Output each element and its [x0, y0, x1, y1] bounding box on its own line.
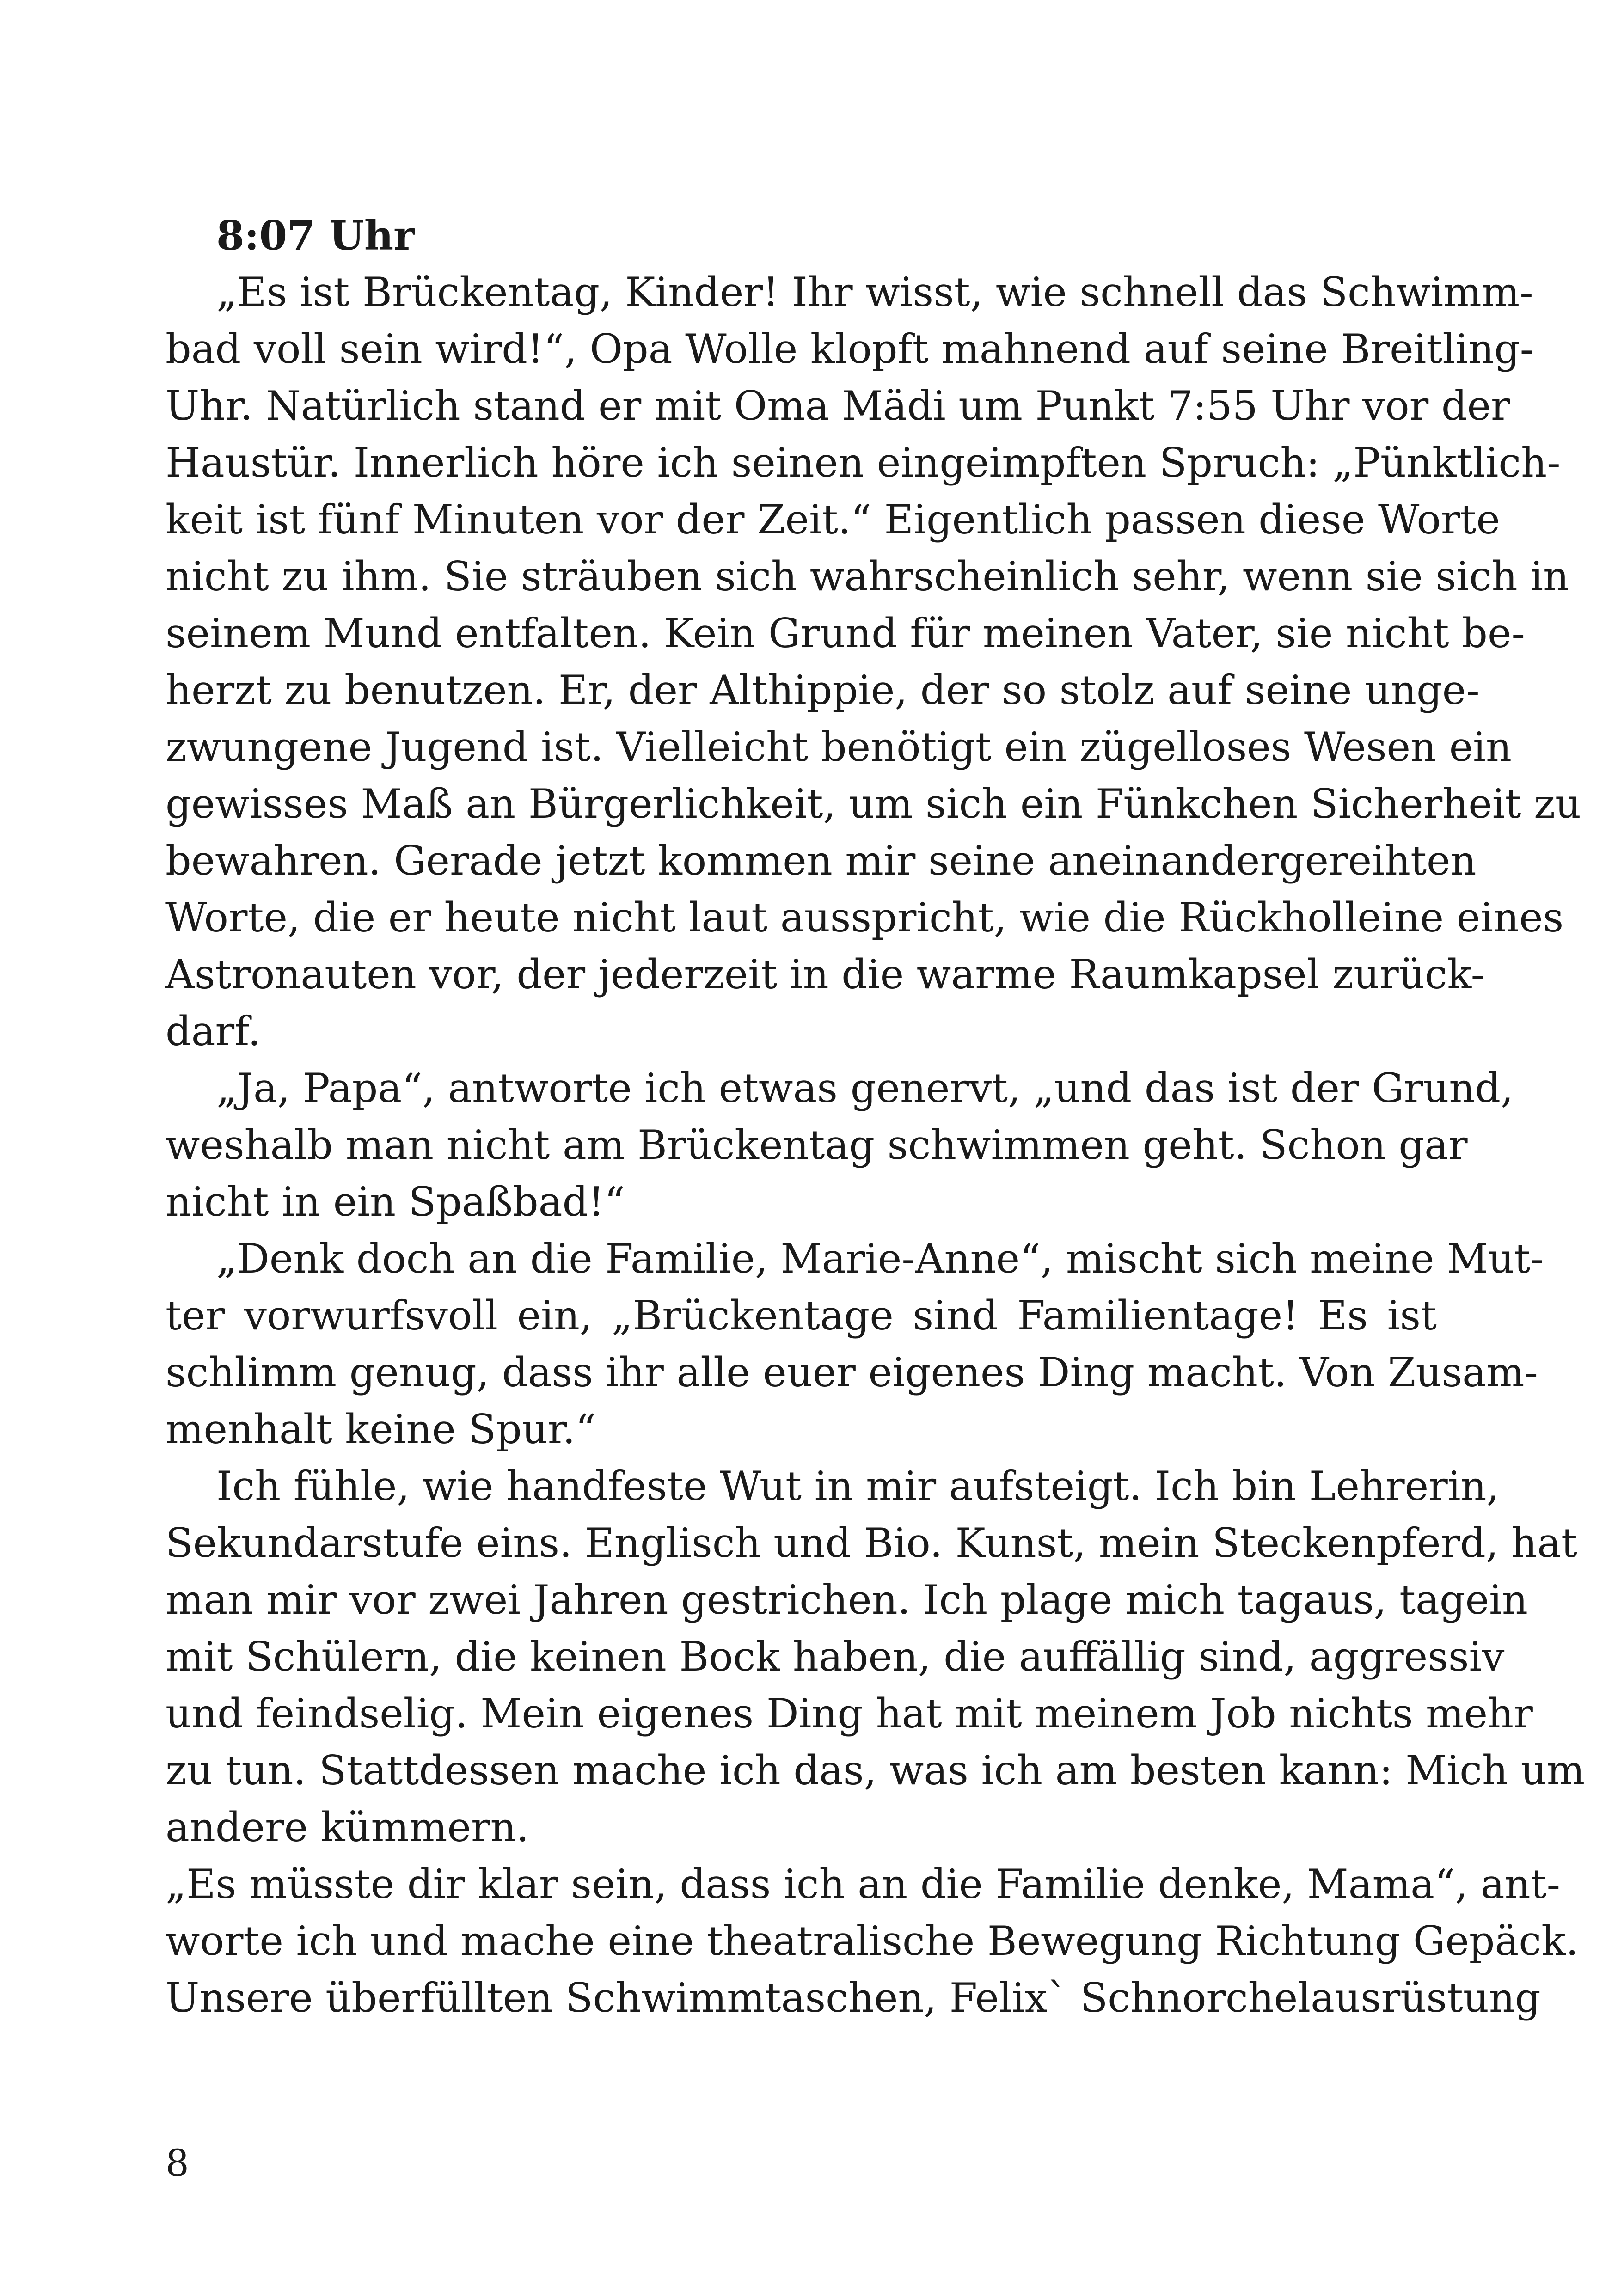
text-line: „Es müsste dir klar sein, dass ich an die Familie denke, Mama“, ant- — [165, 1861, 1561, 1908]
text-line: menhalt keine Spur.“ — [165, 1406, 596, 1453]
body-text — [165, 207, 1585, 2027]
text-line: zwungene Jugend ist. Vielleicht benötigt ein zügelloses Wesen ein — [165, 723, 1512, 771]
page-number: 8 — [165, 2142, 189, 2185]
text-line: Sekundarstufe eins. Englisch und Bio. Kunst, mein Steckenpferd, hat — [165, 1519, 1577, 1567]
text-line: nicht in ein Spaßbad!“ — [165, 1178, 625, 1225]
text-line: darf. — [165, 1008, 261, 1055]
text-line: Unsere überfüllten Schwimmtaschen, Felix` Schnorchelausrüstung — [165, 1974, 1541, 2021]
text-line: „Ja, Papa“, antworte ich etwas genervt, „und das ist der Grund, — [216, 1065, 1514, 1112]
text-line: gewisses Maß an Bürgerlichkeit, um sich ein Fünkchen Sicherheit zu — [165, 780, 1581, 827]
text-line: Ich fühle, wie handfeste Wut in mir aufsteigt. Ich bin Lehrerin, — [216, 1463, 1500, 1510]
text-line: Astronauten vor, der jederzeit in die warme Raumkapsel zurück- — [165, 951, 1485, 998]
text-line: herzt zu benutzen. Er, der Althippie, der so stolz auf seine unge- — [165, 667, 1480, 714]
text-line: Uhr. Natürlich stand er mit Oma Mädi um Punkt 7:55 Uhr vor der — [165, 382, 1510, 429]
text-line: nicht zu ihm. Sie sträuben sich wahrscheinlich sehr, wenn sie sich in — [165, 553, 1569, 600]
text-line: weshalb man nicht am Brückentag schwimmen geht. Schon gar — [165, 1121, 1468, 1169]
chapter-time-heading: 8:07 Uhr — [216, 212, 415, 259]
text-line: keit ist fünf Minuten vor der Zeit.“ Eigentlich passen diese Worte — [165, 496, 1500, 543]
text-line: seinem Mund entfalten. Kein Grund für meinen Vater, sie nicht be- — [165, 610, 1525, 657]
text-line: „Denk doch an die Familie, Marie-Anne“, mischt sich meine Mut- — [216, 1235, 1544, 1282]
text-line: und feindselig. Mein eigenes Ding hat mit meinem Job nichts mehr — [165, 1690, 1533, 1737]
text-line: Haustür. Innerlich höre ich seinen eingeimpften Spruch: „Pünktlich- — [165, 439, 1561, 486]
text-line: bewahren. Gerade jetzt kommen mir seine aneinandergereihten — [165, 837, 1477, 884]
text-line: Worte, die er heute nicht laut ausspricht, wie die Rückholleine eines — [165, 894, 1564, 941]
text-line: zu tun. Stattdessen mache ich das, was ich am besten kann: Mich um — [165, 1747, 1585, 1794]
text-line: worte ich und mache eine theatralische Bewegung Richtung Gepäck. — [165, 1917, 1579, 1965]
text-line: bad voll sein wird!“, Opa Wolle klopft mahnend auf seine Breitling- — [165, 325, 1534, 373]
text-line: schlimm genug, dass ihr alle euer eigenes Ding macht. Von Zusam- — [165, 1349, 1538, 1396]
text-line: mit Schülern, die keinen Bock haben, die auffällig sind, aggressiv — [165, 1633, 1505, 1680]
text-line: man mir vor zwei Jahren gestrichen. Ich plage mich tagaus, tagein — [165, 1576, 1528, 1623]
text-line: ter vorwurfsvoll ein, „Brückentage sind Familientage! Es ist — [165, 1292, 1437, 1339]
text-line: „Es ist Brückentag, Kinder! Ihr wisst, wie schnell das Schwimm- — [216, 269, 1533, 316]
text-line: andere kümmern. — [165, 1804, 529, 1851]
